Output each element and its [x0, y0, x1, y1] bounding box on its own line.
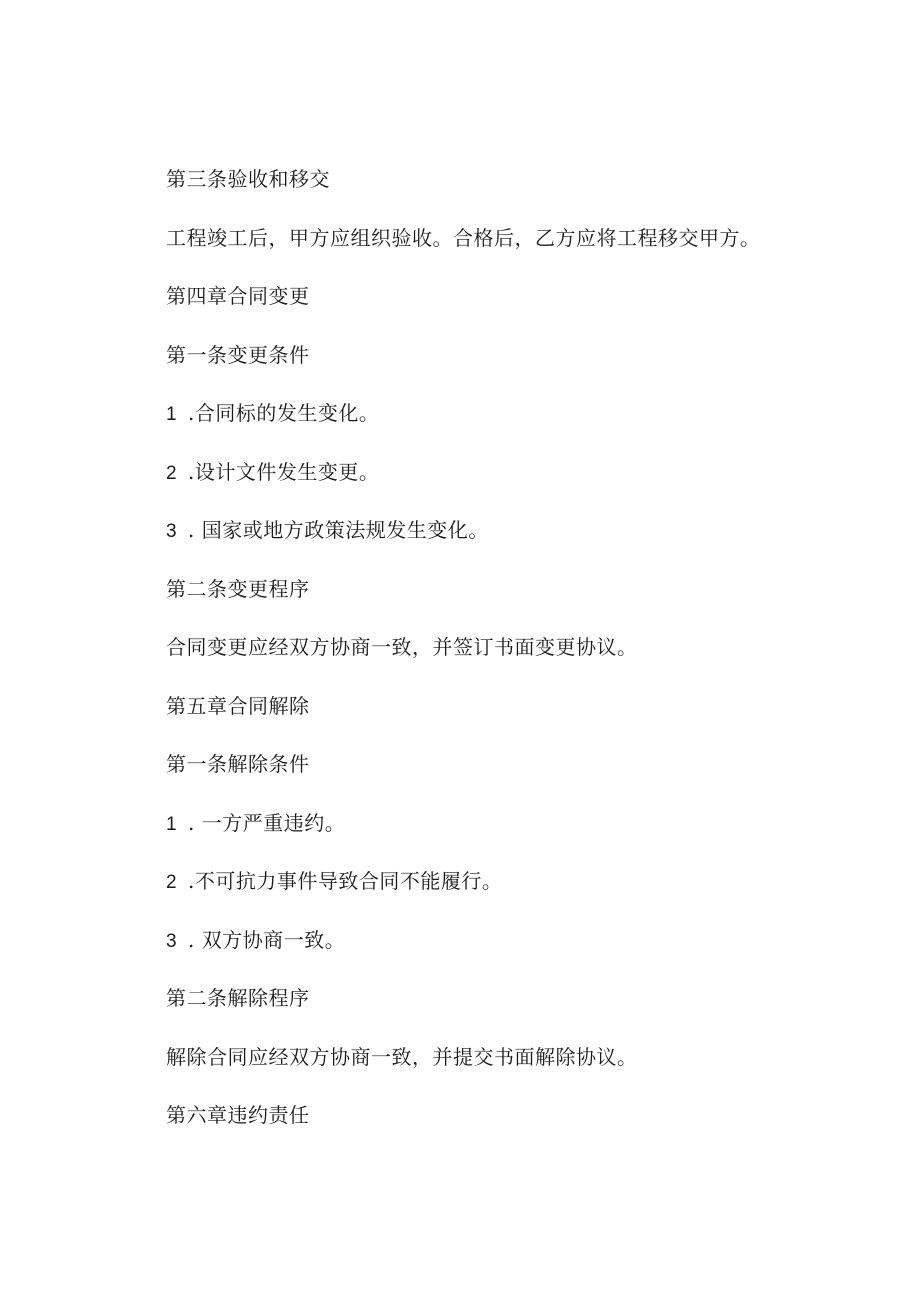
- clause-heading: 第三条验收和移交: [166, 167, 330, 191]
- chapter-heading: 第六章违约责任: [166, 1103, 310, 1127]
- list-item: [166, 455, 846, 514]
- list-item: [166, 923, 846, 982]
- clause-heading: 第二条变更程序: [166, 576, 310, 601]
- list-item: [166, 864, 846, 923]
- paragraph: 解除合同应经双方协商一致，并提交书面解除协议。: [166, 1044, 638, 1069]
- list-item-text: .设计文件发生变更。: [188, 459, 380, 484]
- chapter-heading: 第四章合同变更: [166, 284, 310, 308]
- list-item: [166, 806, 846, 865]
- document-body: [166, 162, 846, 1157]
- clause-heading: 第一条变更条件: [166, 342, 310, 367]
- list-item-text: .合同标的发生变化。: [188, 401, 380, 425]
- list-item-text: . 一方严重违约。: [188, 810, 346, 835]
- list-item-text: .不可抗力事件导致合同不能履行。: [188, 869, 503, 893]
- clause-heading: 第二条解除程序: [166, 986, 310, 1010]
- list-item-number: 1: [166, 813, 178, 835]
- list-item-number: 3: [166, 930, 178, 952]
- list-item-number: 3: [166, 521, 178, 542]
- clause-heading: 第一条解除条件: [166, 752, 310, 776]
- list-item-text: . 双方协商一致。: [188, 927, 346, 952]
- list-item-number: 1: [166, 404, 178, 425]
- list-item: [166, 513, 846, 572]
- list-item: [166, 396, 846, 455]
- list-item-number: 2: [166, 872, 178, 893]
- chapter-heading: 第五章合同解除: [166, 693, 310, 718]
- list-item-number: 2: [166, 462, 178, 484]
- paragraph: 工程竣工后，甲方应组织验收。合格后，乙方应将工程移交甲方。: [166, 225, 761, 250]
- paragraph: 合同变更应经双方协商一致，并签订书面变更协议。: [166, 635, 638, 659]
- list-item-text: . 国家或地方政策法规发生变化。: [188, 518, 489, 542]
